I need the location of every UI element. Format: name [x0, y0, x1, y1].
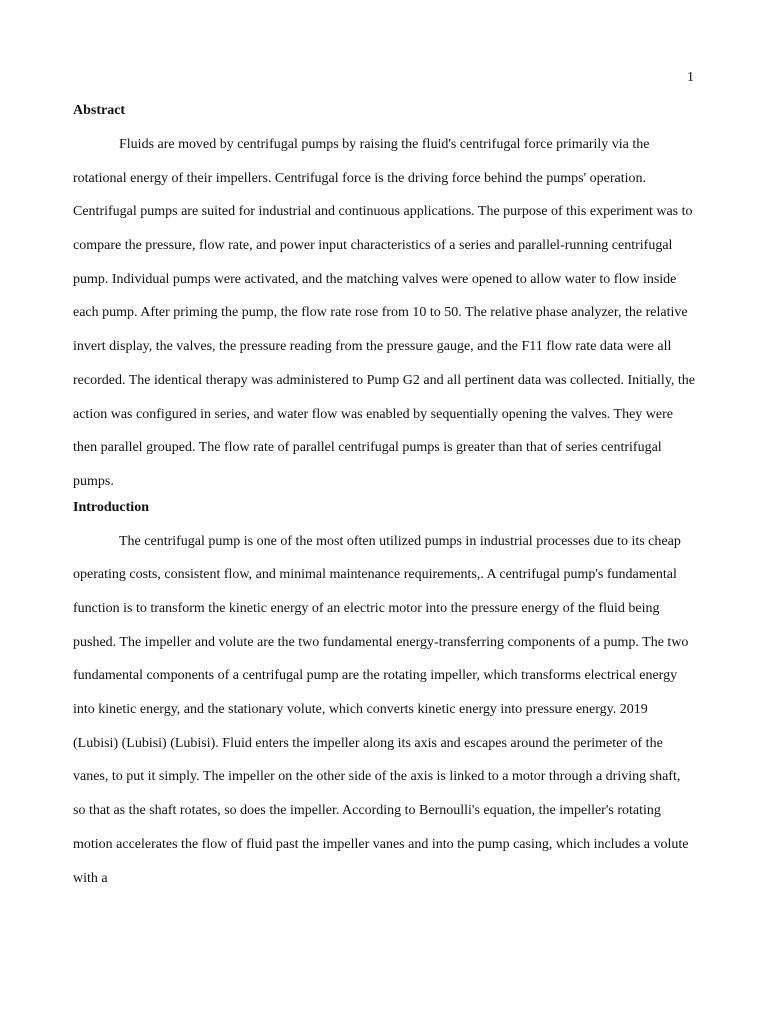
- introduction-heading: Introduction: [73, 499, 149, 515]
- abstract-section: [73, 102, 695, 499]
- page-number: 1: [687, 70, 694, 85]
- introduction-paragraph: The centrifugal pump is one of the most often utilized pumps in industrial processes due to its cheap operating costs, consistent flow, and minimal maintenance requirements,. A centrifugal pump's fundamental function is to transform the kinetic energy of an electric motor into the pressure energy of the fluid being pushed. The impeller and volute are the two fundamental energy-transferring components of a pump. The two fundamental components of a centrifugal pump are the rotating impeller, which transforms electrical energy into kinetic energy, and the stationary volute, which converts kinetic energy into pressure energy. 2019 (Lubisi) (Lubisi) (Lubisi). Fluid enters the impeller along its axis and escapes around the perimeter of the vanes, to put it simply. The impeller on the other side of the axis is linked to a motor through a driving shaft, so that as the shaft rotates, so does the impeller. According to Bernoulli's equation, the impeller's rotating motion accelerates the flow of fluid past the impeller vanes and into the pump casing, which includes a volute with a: [73, 533, 689, 886]
- document-body: [73, 102, 695, 895]
- abstract-heading: Abstract: [73, 103, 126, 118]
- abstract-paragraph: Fluids are moved by centrifugal pumps by raising the fluid's centrifugal force primarily via the rotational energy of their impellers. Centrifugal force is the driving force behind the pumps' operation. Centrifugal pumps are suited for industrial and continuous applications. The purpose of this experiment was to compare the pressure, flow rate, and power input characteristics of a series and parallel-running centrifugal pump. Individual pumps were activated, and the matching valves were opened to allow water to flow inside each pump. After priming the pump, the flow rate rose from 10 to 50. The relative phase analyzer, the relative invert display, the valves, the pressure reading from the pressure gauge, and the F11 flow rate data were all recorded. The identical therapy was administered to Pump G2 and all pertinent data was collected. Initially, the action was configured in series, and water flow was enabled by sequentially opening the valves. They were then parallel grouped. The flow rate of parallel centrifugal pumps is greater than that of series centrifugal pumps.: [73, 136, 696, 489]
- introduction-section: [73, 499, 695, 896]
